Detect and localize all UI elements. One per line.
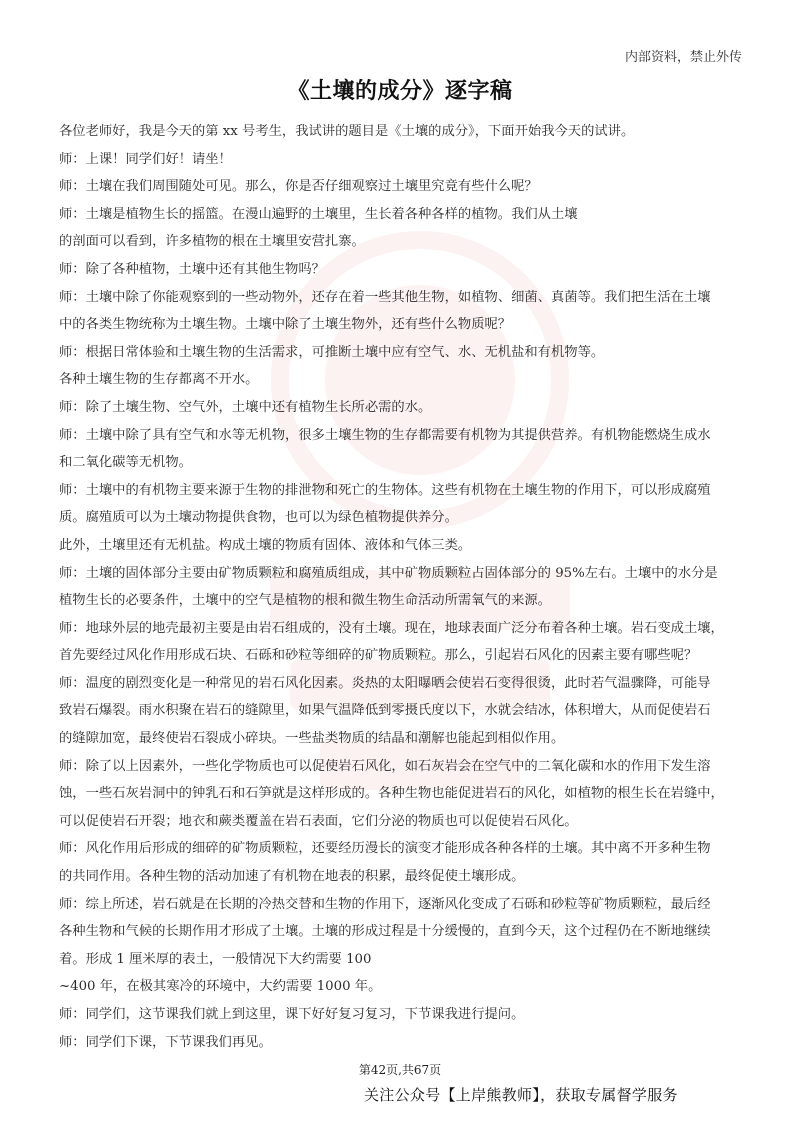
page-number: 第42页,共67页 bbox=[358, 1063, 442, 1077]
confidential-notice: 内部资料，禁止外传 bbox=[624, 50, 742, 65]
transcript-line: 师：土壤中的有机物主要来源于生物的排泄物和死亡的生物体。这些有机物在土壤生物的作用下，可以形成腐殖 bbox=[59, 482, 711, 498]
transcript-line: 师：风化作用后形成的细碎的矿物质颗粒，还要经历漫长的演变才能形成各种各样的土壤。其中离不开多种生物 bbox=[59, 841, 711, 857]
transcript-line: 质。腐殖质可以为土壤动物提供食物，也可以为绿色植物提供养分。 bbox=[59, 510, 458, 526]
document-title: 《土壤的成分》逐字稿 bbox=[287, 78, 513, 104]
transcript-line: 师：综上所述，岩石就是在长期的冷热交替和生物的作用下，逐渐风化变成了石砾和砂粒等矿物质颗粒，最后经 bbox=[59, 896, 711, 912]
transcript-line: 首先要经过风化作用形成石块、石砾和砂粒等细碎的矿物质颗粒。那么，引起岩石风化的因素主要有哪些呢？ bbox=[59, 648, 698, 664]
transcript-line: 和二氧化碳等无机物。 bbox=[59, 455, 192, 471]
transcript-line: 的缝隙加宽，最终使岩石裂成小碎块。一些盐类物质的结晶和潮解也能起到相似作用。 bbox=[59, 731, 565, 747]
transcript-line: 师：土壤的固体部分主要由矿物质颗粒和腐殖质组成，其中矿物质颗粒占固体部分的 95%左右。土壤中的水分是 bbox=[59, 565, 718, 581]
transcript-line: 师：上课！同学们好！请坐！ bbox=[59, 151, 232, 167]
transcript-line: 师：根据日常体验和土壤生物的生活需求，可推断土壤中应有空气、水、无机盐和有机物等。 bbox=[59, 344, 605, 360]
transcript-line: 师：土壤在我们周围随处可见。那么，你是否仔细观察过土壤里究竟有些什么呢？ bbox=[59, 179, 538, 195]
transcript-line: 师：温度的剧烈变化是一种常见的岩石风化因素。炎热的太阳曝晒会使岩石变得很烫，此时若气温骤降，可能导 bbox=[59, 675, 711, 691]
transcript-line: 各种土壤生物的生存都离不开水。 bbox=[59, 372, 259, 388]
transcript-line: 中的各类生物统称为土壤生物。土壤中除了土壤生物外，还有些什么物质呢？ bbox=[59, 317, 512, 333]
transcript-line: 师：土壤中除了你能观察到的一些动物外，还存在着一些其他生物，如植物、细菌、真菌等。我们把生活在土壤 bbox=[59, 289, 711, 305]
transcript-line: 蚀，一些石灰岩洞中的钟乳石和石笋就是这样形成的。各种生物也能促进岩石的风化，如植物的根生长在岩缝中， bbox=[59, 786, 724, 802]
transcript-line: 师：土壤是植物生长的摇篮。在漫山遍野的土壤里，生长着各种各样的植物。我们从土壤 bbox=[59, 206, 578, 222]
transcript-line: 的剖面可以看到，许多植物的根在土壤里安营扎寨。 bbox=[59, 234, 365, 250]
transcript-line: 植物生长的必要条件，土壤中的空气是植物的根和微生物生命活动所需氧气的来源。 bbox=[59, 593, 551, 609]
transcript-line: 师：同学们，这节课我们就上到这里，课下好好复习复习，下节课我进行提问。 bbox=[59, 1007, 525, 1022]
transcript-line: 的共同作用。各种生物的活动加速了有机物在地表的积累，最终促使土壤形成。 bbox=[59, 869, 525, 885]
transcript-line: ~400 年，在极其寒冷的环境中，大约需要 1000 年。 bbox=[59, 979, 382, 995]
transcript-line: 可以促使岩石开裂；地衣和蕨类覆盖在岩石表面，它们分泌的物质也可以促使岩石风化。 bbox=[59, 813, 578, 829]
transcript-line: 各位老师好，我是今天的第 xx 号考生，我试讲的题目是《土壤的成分》，下面开始我今天的试讲。 bbox=[59, 124, 635, 139]
transcript-line: 师：同学们下课，下节课我们再见。 bbox=[59, 1034, 272, 1050]
transcript-line: 此外，土壤里还有无机盐。构成土壤的物质有固体、液体和气体三类。 bbox=[59, 537, 472, 553]
transcript-line: 师：除了土壤生物、空气外，土壤中还有植物生长所必需的水。 bbox=[59, 399, 432, 415]
transcript-line: 各种生物和气候的长期作用才形成了土壤。土壤的形成过程是十分缓慢的，直到今天，这个过程仍在不断地继续 bbox=[59, 924, 711, 940]
transcript-line: 致岩石爆裂。雨水积聚在岩石的缝隙里，如果气温降低到零摄氏度以下，水就会结冰，体积增大，从而促使岩石 bbox=[59, 703, 711, 719]
promo-footer: 关注公众号【上岸熊教师】，获取专属督学服务 bbox=[364, 1086, 678, 1104]
transcript-body bbox=[59, 118, 749, 1056]
transcript-line: 师：除了以上因素外，一些化学物质也可以促使岩石风化，如石灰岩会在空气中的二氧化碳和水的作用下发生溶 bbox=[59, 758, 711, 774]
transcript-line: 师：除了各种植物，土壤中还有其他生物吗？ bbox=[59, 261, 325, 277]
transcript-line: 着。形成 1 厘米厚的表土，一般情况下大约需要 100 bbox=[59, 951, 372, 967]
transcript-line: 师：土壤中除了具有空气和水等无机物，很多土壤生物的生存都需要有机物为其提供营养。有机物能燃烧生成水 bbox=[59, 427, 711, 443]
transcript-line: 师：地球外层的地壳最初主要是由岩石组成的，没有土壤。现在，地球表面广泛分布着各种土壤。岩石变成土壤， bbox=[59, 620, 724, 636]
